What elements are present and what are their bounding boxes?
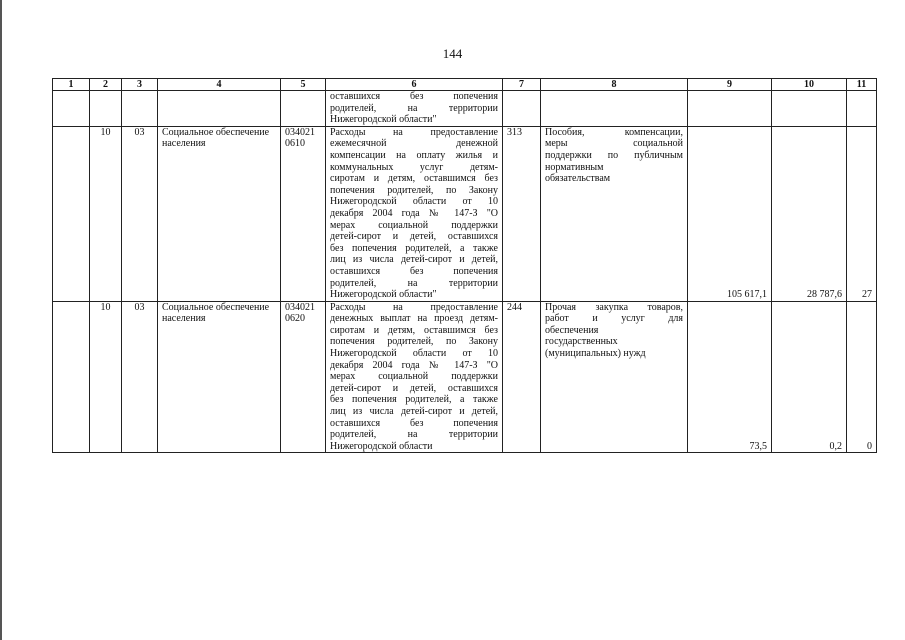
table-row bbox=[53, 126, 877, 301]
text-line: мерах социальной поддержки bbox=[330, 371, 498, 383]
text-line: Нижегородской области от 10 bbox=[330, 348, 498, 360]
text-line: Расходы на предоставление bbox=[330, 301, 498, 313]
text-line: попечения родителей, по Закону bbox=[330, 336, 498, 348]
expense-type-code: 244 bbox=[503, 301, 541, 453]
text-line: Нижегородской области от 10 bbox=[330, 196, 498, 208]
expense-description bbox=[326, 126, 503, 301]
text-line: оставшихся без попечения bbox=[330, 265, 498, 277]
table-row bbox=[53, 301, 877, 453]
budget-table bbox=[52, 78, 877, 453]
text-line: Нижегородской области bbox=[330, 440, 433, 452]
page-number: 144 bbox=[442, 46, 463, 61]
text-line: ежемесячной денежной bbox=[330, 138, 498, 150]
text-line: оставшихся без попечения bbox=[330, 417, 498, 429]
text-line: родителей, на территории bbox=[330, 277, 498, 289]
header-col-11: 11 bbox=[847, 79, 877, 91]
text-line: декабря 2004 года № 147-З "О bbox=[330, 207, 498, 219]
text-line: компенсации на оплату жилья и bbox=[330, 149, 498, 161]
text-line: родителей, на территории bbox=[330, 429, 498, 441]
text-line: детей-сирот и детей, оставшихся bbox=[330, 231, 498, 243]
text-line: сиротам и детям, оставшимся без bbox=[330, 173, 498, 185]
header-col-7: 7 bbox=[503, 79, 541, 91]
header-col-5: 5 bbox=[281, 79, 326, 91]
text-line: родителей, на территории bbox=[330, 102, 498, 114]
text-line: лиц из числа детей-сирот и детей, bbox=[330, 254, 498, 266]
expense-type-code: 313 bbox=[503, 126, 541, 301]
amount-col-11: 0 bbox=[847, 301, 877, 453]
header-col-4: 4 bbox=[158, 79, 281, 91]
scan-edge bbox=[0, 0, 2, 640]
text-line: Нижегородской области" bbox=[330, 289, 437, 301]
text-line: Прочая закупка товаров, bbox=[545, 301, 683, 313]
text-line: нормативным bbox=[545, 161, 604, 173]
text-line: оставшихся без попечения bbox=[330, 91, 498, 102]
text-line: (муниципальных) нужд bbox=[545, 348, 646, 360]
section-code: 10 bbox=[90, 301, 122, 453]
amount-col-10: 0,2 bbox=[772, 301, 847, 453]
expense-type-name bbox=[541, 126, 688, 301]
text-line: обеспечения bbox=[545, 324, 599, 336]
target-article-code: 034021 0610 bbox=[281, 126, 326, 301]
text-line: декабря 2004 года № 147-З "О bbox=[330, 359, 498, 371]
subsection-code: 03 bbox=[122, 126, 158, 301]
text-line: попечения родителей, по Закону bbox=[330, 184, 498, 196]
amount-col-11: 27 bbox=[847, 126, 877, 301]
header-col-8: 8 bbox=[541, 79, 688, 91]
carryover-description bbox=[326, 91, 503, 127]
header-row bbox=[53, 79, 877, 91]
header-col-1: 1 bbox=[53, 79, 90, 91]
text-line: меры социальной bbox=[545, 138, 683, 150]
text-line: государственных bbox=[545, 336, 618, 348]
subsection-code: 03 bbox=[122, 301, 158, 453]
text-line: работ и услуг для bbox=[545, 313, 683, 325]
section-code: 10 bbox=[90, 126, 122, 301]
amount-col-9: 105 617,1 bbox=[688, 126, 772, 301]
header-col-10: 10 bbox=[772, 79, 847, 91]
text-line: лиц из числа детей-сирот и детей, bbox=[330, 406, 498, 418]
text-line: денежных выплат на проезд детям- bbox=[330, 313, 498, 325]
header-col-9: 9 bbox=[688, 79, 772, 91]
text-line: поддержки по публичным bbox=[545, 149, 683, 161]
amount-col-9: 73,5 bbox=[688, 301, 772, 453]
header-col-6: 6 bbox=[326, 79, 503, 91]
text-line: мерах социальной поддержки bbox=[330, 219, 498, 231]
table-row-carryover bbox=[53, 91, 877, 127]
text-line: Пособия, компенсации, bbox=[545, 126, 683, 138]
amount-col-10: 28 787,6 bbox=[772, 126, 847, 301]
text-line: сиротам и детям, оставшимся без bbox=[330, 324, 498, 336]
text-line: без попечения родителей, а также bbox=[330, 242, 498, 254]
text-line: обязательствам bbox=[545, 173, 611, 185]
expense-type-name bbox=[541, 301, 688, 453]
expense-description bbox=[326, 301, 503, 453]
subsection-name: Социальное обеспечение населения bbox=[158, 126, 281, 301]
text-line: Расходы на предоставление bbox=[330, 126, 498, 138]
target-article-code: 034021 0620 bbox=[281, 301, 326, 453]
header-col-2: 2 bbox=[90, 79, 122, 91]
text-line: детей-сирот и детей, оставшихся bbox=[330, 382, 498, 394]
text-line: без попечения родителей, а также bbox=[330, 394, 498, 406]
header-col-3: 3 bbox=[122, 79, 158, 91]
text-line: коммунальных услуг детям- bbox=[330, 161, 498, 173]
text-line: Нижегородской области" bbox=[330, 114, 437, 126]
subsection-name: Социальное обеспечение населения bbox=[158, 301, 281, 453]
